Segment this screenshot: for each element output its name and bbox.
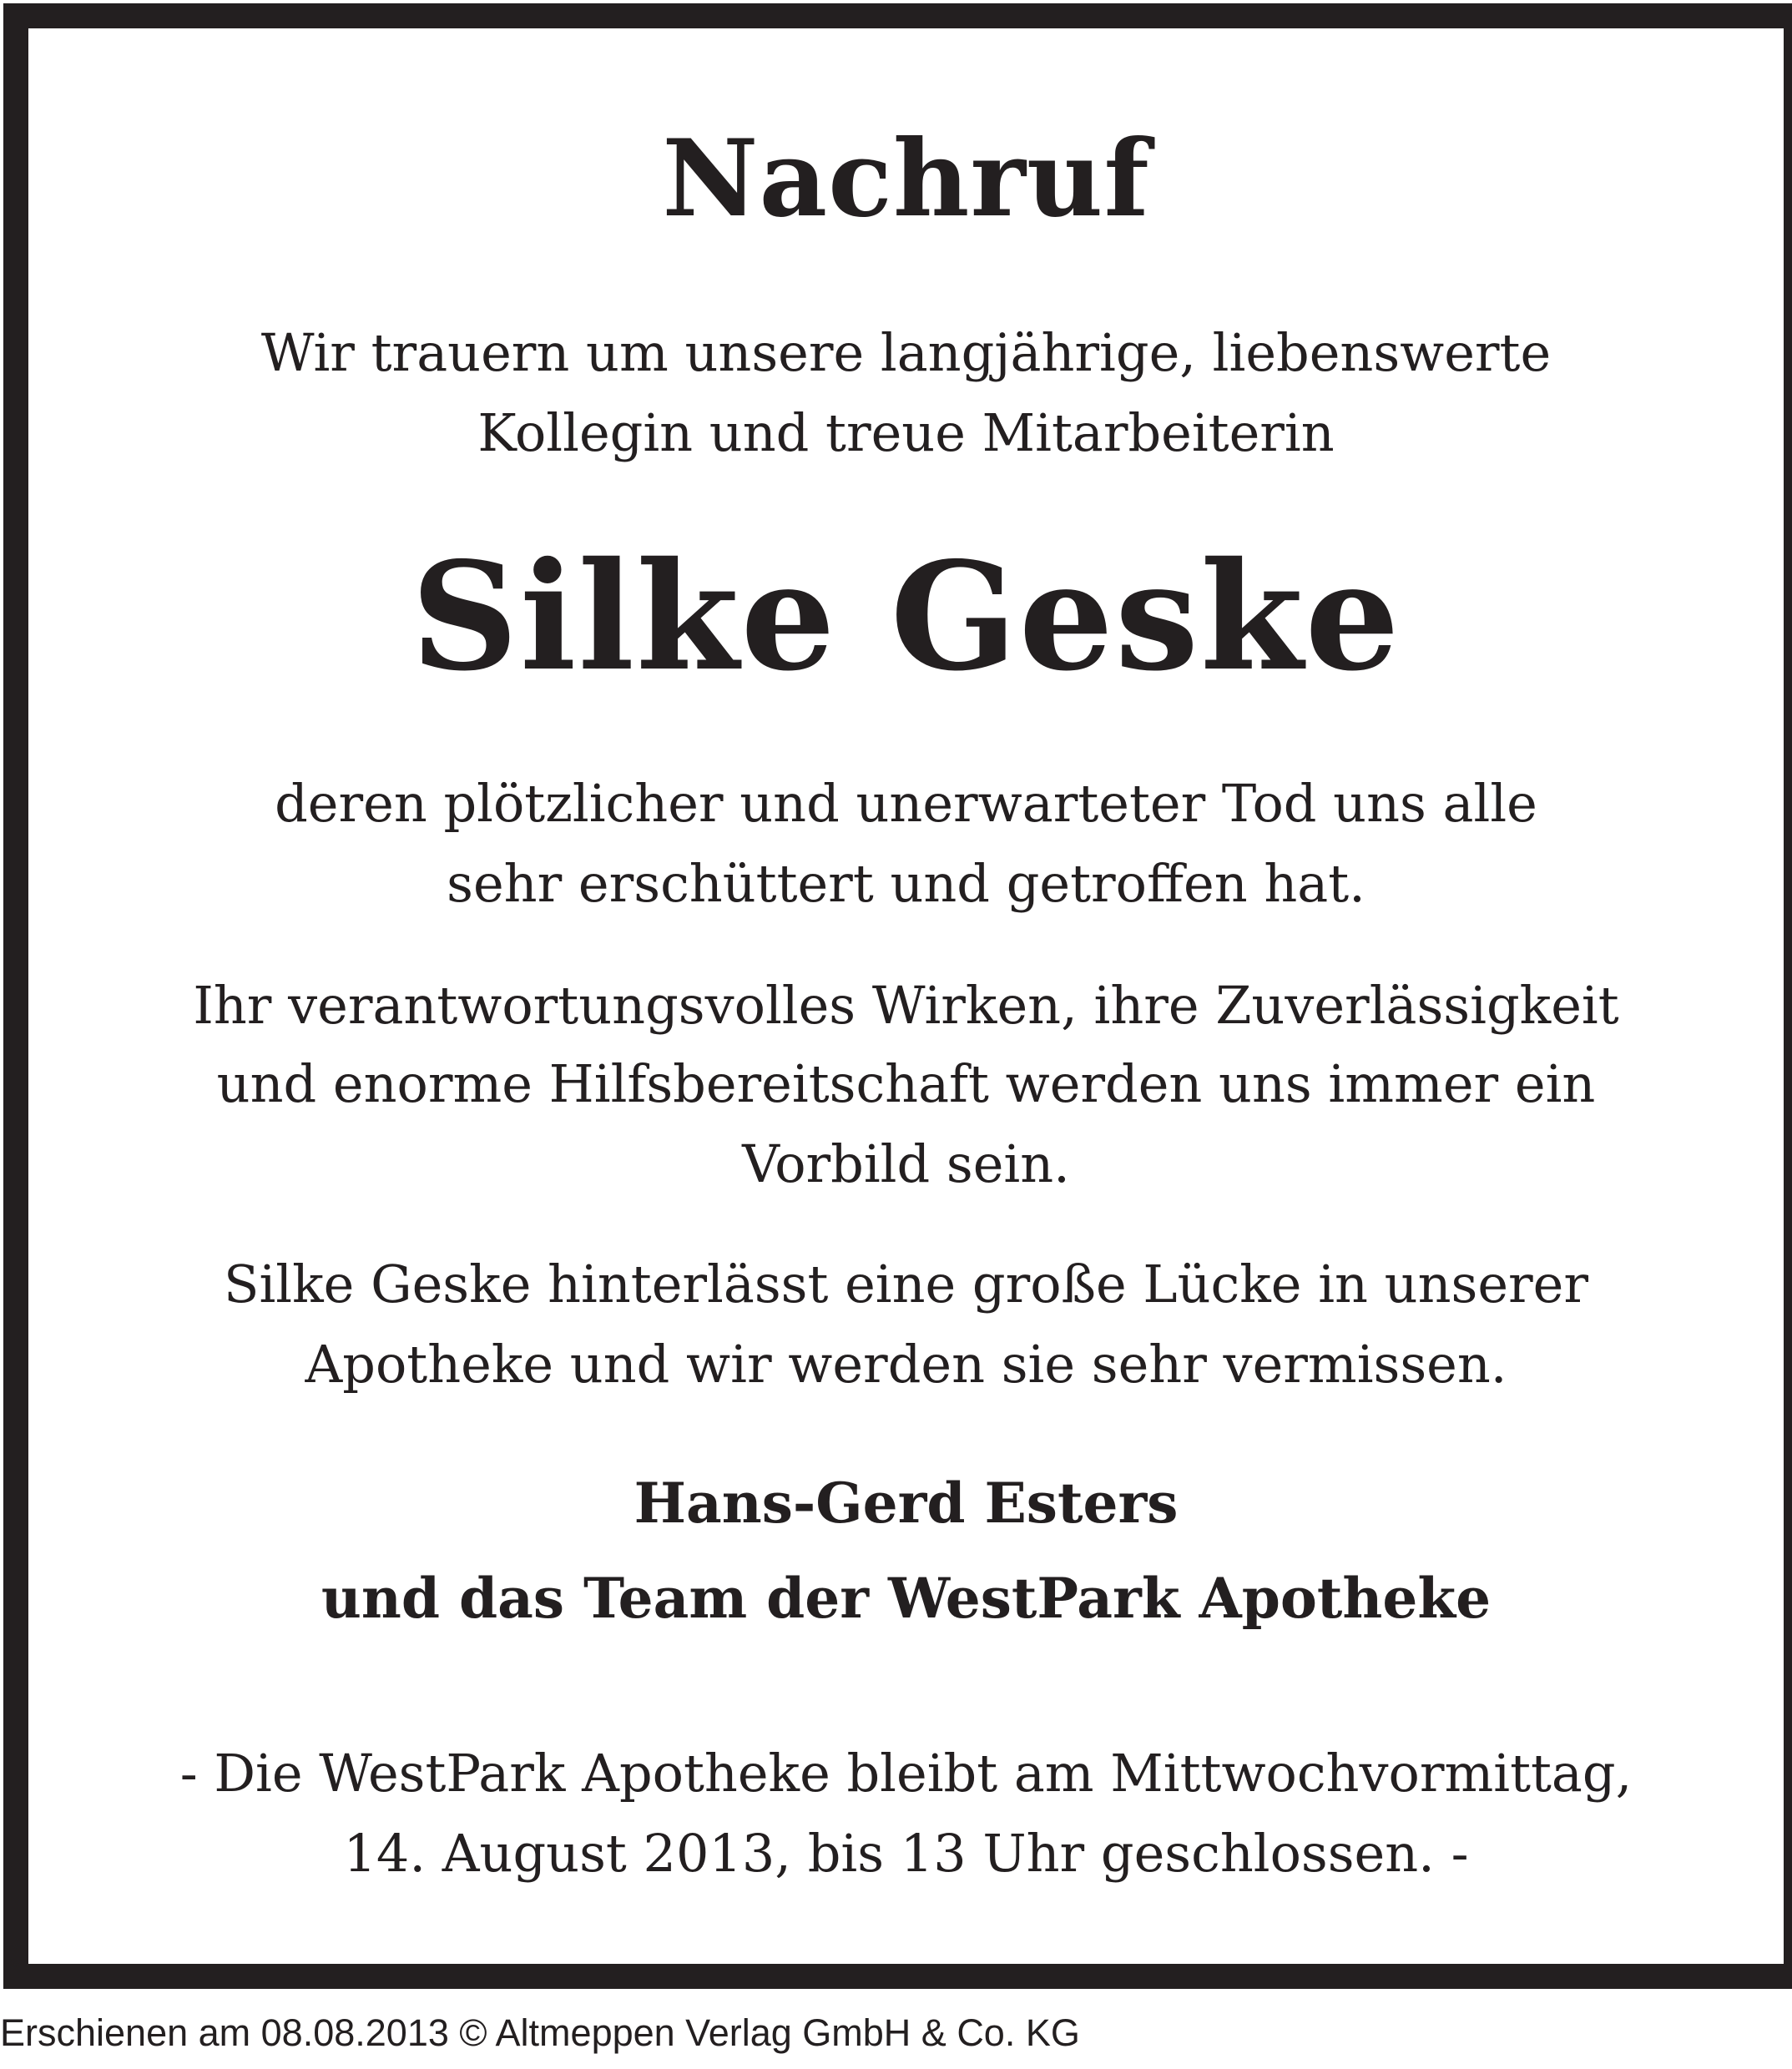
- paragraph-line: deren plötzlicher und unerwarteter Tod uns alle: [275, 773, 1537, 834]
- obituary-title: Nachruf: [662, 117, 1150, 240]
- obituary-frame: [3, 3, 1792, 1989]
- paragraph-line: Silke Geske hinterlässt eine große Lücke in unserer: [223, 1254, 1588, 1315]
- publication-footer: Erschienen am 08.08.2013 © Altmeppen Verlag GmbH & Co. KG: [0, 2011, 1080, 2054]
- intro-line: Wir trauern um unsere langjährige, liebenswerte: [260, 322, 1552, 383]
- deceased-name: Silke Geske: [411, 529, 1401, 704]
- paragraph-line: Vorbild sein.: [742, 1133, 1070, 1194]
- closing-note-line: 14. August 2013, bis 13 Uhr geschlossen. -: [343, 1823, 1469, 1884]
- intro-line: Kollegin und treue Mitarbeiterin: [477, 402, 1335, 463]
- paragraph-line: Ihr verantwortungsvolles Wirken, ihre Zuverlässigkeit: [193, 975, 1619, 1036]
- obituary-content: [28, 28, 1784, 1964]
- closing-note-line: - Die WestPark Apotheke bleibt am Mittwochvormittag,: [179, 1743, 1633, 1804]
- signature-name: Hans-Gerd Esters: [634, 1471, 1179, 1536]
- paragraph-line: Apotheke und wir werden sie sehr vermissen.: [305, 1334, 1507, 1395]
- paragraph-line: und enorme Hilfsbereitschaft werden uns immer ein: [216, 1053, 1596, 1114]
- signature-team: und das Team der WestPark Apotheke: [321, 1566, 1492, 1631]
- paragraph-line: sehr erschüttert und getroffen hat.: [447, 853, 1365, 914]
